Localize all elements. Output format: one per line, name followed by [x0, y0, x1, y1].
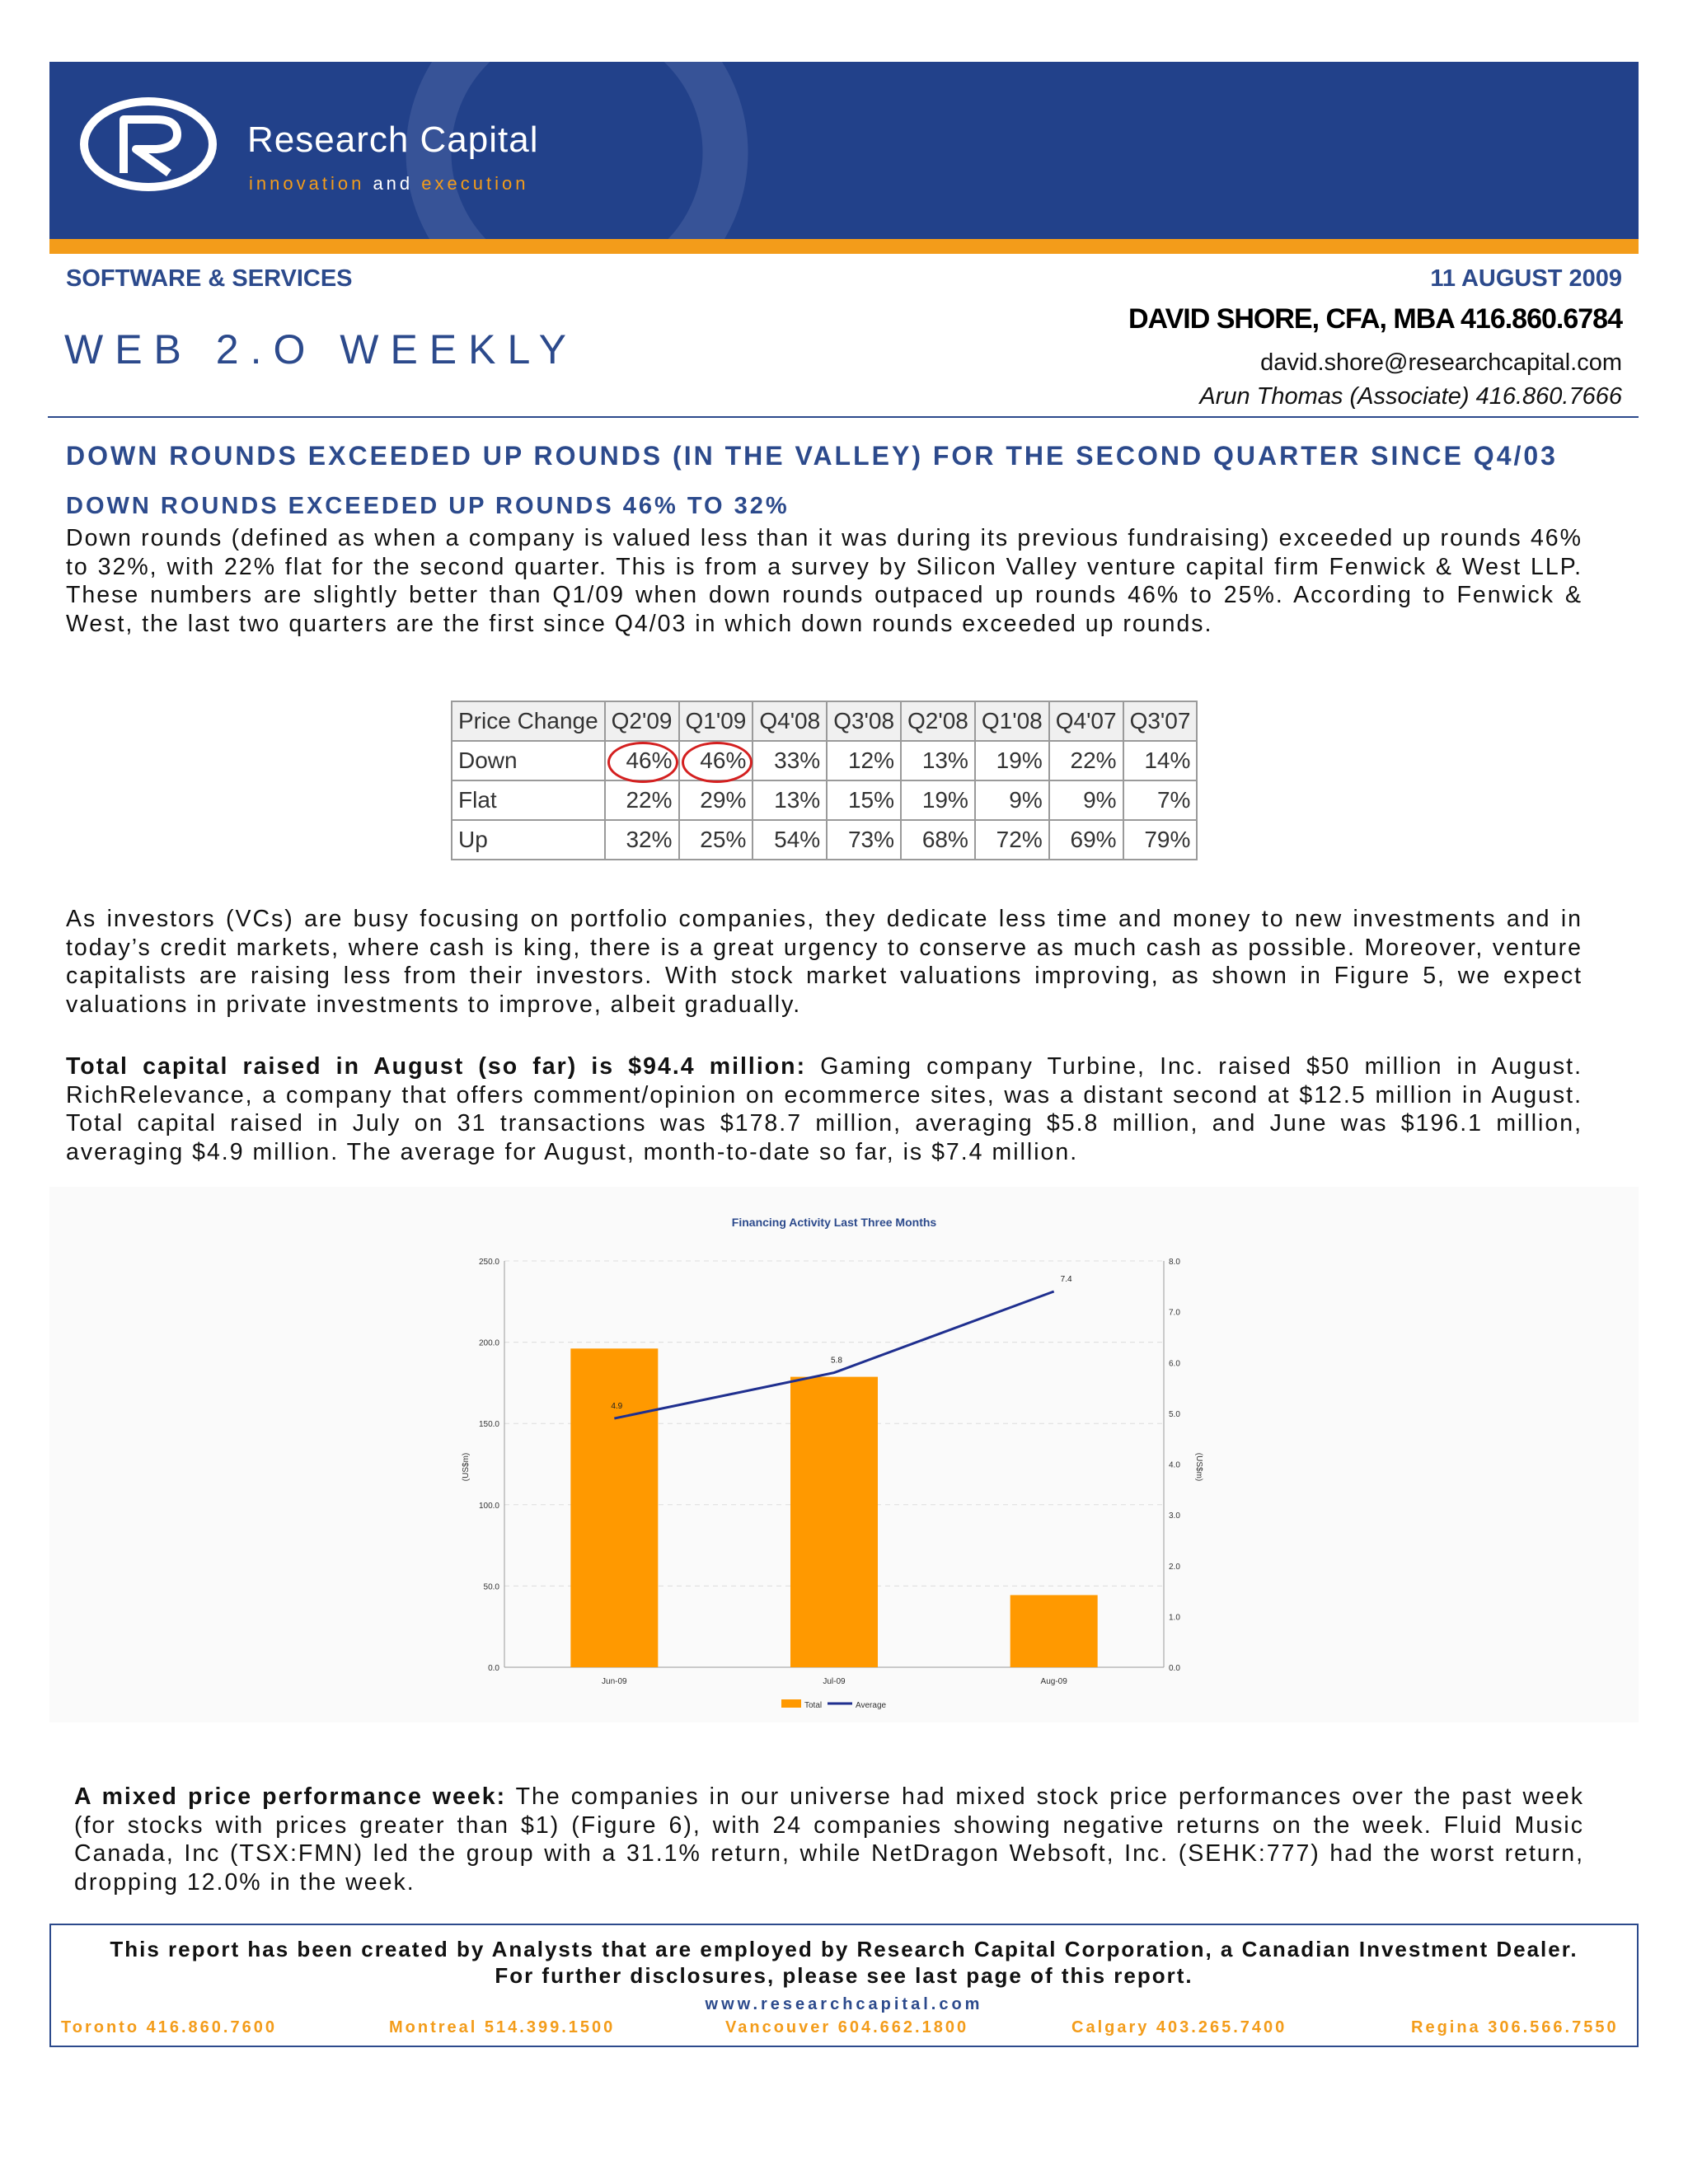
analyst-email[interactable]: david.shore@researchcapital.com: [1260, 349, 1622, 376]
bar-jun-09: [570, 1348, 658, 1667]
x-tick-label: Jul-09: [823, 1677, 846, 1686]
table-row-flat: [452, 780, 1197, 820]
paragraph-lead: A mixed price performance week:: [74, 1783, 507, 1810]
page-headline: DOWN ROUNDS EXCEEDED UP ROUNDS (IN THE VALLEY) FOR THE SECOND QUARTER SINCE Q4/03: [66, 441, 1558, 471]
office-montreal: Montreal 514.399.1500: [389, 2018, 616, 2036]
banner-stripe: [49, 239, 1639, 254]
disclosure-footer: [49, 1924, 1639, 2047]
table-header-cell: Q3'07: [1123, 701, 1198, 741]
y-tick-right: 4.0: [1169, 1460, 1180, 1470]
table-header-cell: Q2'09: [605, 701, 679, 741]
analyst-name: DAVID SHORE, CFA, MBA 416.860.6784: [1128, 303, 1622, 335]
y-tick-left: 100.0: [478, 1501, 499, 1511]
y-tick-right: 1.0: [1169, 1613, 1180, 1623]
table-header-cell: Q4'07: [1049, 701, 1123, 741]
table-cell: 25%: [679, 820, 753, 860]
table-header-cell: Q1'09: [679, 701, 753, 741]
y-tick-right: 2.0: [1169, 1562, 1180, 1572]
table-cell: 22%: [605, 780, 679, 820]
table-cell: 69%: [1049, 820, 1123, 860]
price-change-table: [451, 701, 1198, 860]
paragraph-body: Gaming company Turbine, Inc. raised $50 million in August. RichRelevance, a company that offers comment/opinion on ecommerce sites, was a distant second at $12.5 million in August. Total capital raised in July on 31 transactions was $178.7 million, averaging $5.8 million, and June was $196.1 million, averaging $4.9 million. The average for August, month-to-date so far, is $7.4 million.: [66, 1053, 1582, 1165]
section-subheadline: DOWN ROUNDS EXCEEDED UP ROUNDS 46% TO 32%: [66, 493, 790, 519]
average-data-label: 7.4: [1060, 1274, 1072, 1284]
table-cell: 29%: [679, 780, 753, 820]
disclosure-line: This report has been created by Analysts that are employed by Research Capital Corporation, a Canadian Investment Dealer.: [110, 1937, 1578, 1961]
bar-aug-09: [1010, 1595, 1098, 1667]
logo-name: Research Capital: [247, 120, 539, 160]
table-cell: 9%: [975, 780, 1049, 820]
paragraph-lead: Total capital raised in August (so far) is $94.4 million:: [66, 1053, 807, 1080]
table-cell-circled: 46%: [605, 741, 679, 780]
table-header-cell: Q2'08: [901, 701, 975, 741]
table-cell: 15%: [827, 780, 901, 820]
office-toronto: Toronto 416.860.7600: [61, 2018, 277, 2036]
table-cell: 13%: [753, 780, 827, 820]
bar-jul-09: [790, 1377, 878, 1667]
associate-name: Arun Thomas (Associate) 416.860.7666: [1199, 383, 1622, 410]
paragraph-investors: As investors (VCs) are busy focusing on portfolio companies, they dedicate less time and money to new investments and in today’s credit markets, where cash is king, there is a great urgency to conserve as much cash as possible. Moreover, venture capitalists are raising less from their investors. With stock market valuations improving, as shown in Figure 5, we expect valuations in private investments to improve, albeit gradually.: [66, 906, 1582, 1018]
y-tick-right: 7.0: [1169, 1308, 1180, 1318]
average-data-label: 4.9: [611, 1402, 623, 1412]
table-cell: 32%: [605, 820, 679, 860]
table-cell: 19%: [975, 741, 1049, 780]
y-axis-label-right: (US$m): [1194, 1452, 1203, 1482]
research-capital-logo-icon: [78, 95, 218, 194]
legend-label: Total: [804, 1701, 823, 1710]
table-cell: 9%: [1049, 780, 1123, 820]
paragraph-down-rounds: Down rounds (defined as when a company is valued less than it was during its previous fundraising) exceeded up rounds 46% to 32%, with 22% flat for the second quarter. This is from a survey by Silicon Valley venture capital firm Fenwick & West LLP. These numbers are slightly better than Q1/09 when down rounds outpaced up rounds 46% to 25%. According to Fenwick & West, the last two quarters are the first since Q4/03 in which down rounds exceeded up rounds.: [66, 525, 1582, 637]
table-cell-circled: 46%: [679, 741, 753, 780]
table-cell: 33%: [753, 741, 827, 780]
legend-label: Average: [856, 1701, 887, 1710]
row-label: Down: [452, 741, 605, 780]
logo-tagline: innovation and execution: [249, 173, 529, 194]
table-cell: 73%: [827, 820, 901, 860]
table-cell: 12%: [827, 741, 901, 780]
row-label: Flat: [452, 780, 605, 820]
table-header-row: [452, 701, 1197, 741]
y-tick-left: 50.0: [483, 1582, 499, 1592]
sector-label: SOFTWARE & SERVICES: [66, 265, 353, 292]
table-cell: 7%: [1123, 780, 1198, 820]
table-header-cell: Q3'08: [827, 701, 901, 741]
y-tick-right: 3.0: [1169, 1511, 1180, 1521]
paragraph-price-performance: [74, 1783, 1584, 1896]
table-header-cell: Q4'08: [753, 701, 827, 741]
table-header-cell: Price Change: [452, 701, 605, 741]
y-tick-left: 150.0: [478, 1420, 499, 1430]
y-tick-right: 8.0: [1169, 1258, 1180, 1267]
table-row-down: [452, 741, 1197, 780]
chart-title: Financing Activity Last Three Months: [731, 1216, 937, 1229]
average-data-label: 5.8: [831, 1356, 842, 1366]
row-label: Up: [452, 820, 605, 860]
table-row-up: [452, 820, 1197, 860]
y-tick-left: 250.0: [478, 1258, 499, 1267]
publication-title: WEB 2.O WEEKLY: [64, 326, 578, 373]
website-link[interactable]: www.researchcapital.com: [705, 1995, 983, 2013]
y-tick-left: 0.0: [488, 1664, 499, 1673]
table-cell: 79%: [1123, 820, 1198, 860]
y-tick-right: 6.0: [1169, 1359, 1180, 1369]
paragraph-capital-raised: [66, 1052, 1582, 1166]
office-regina: Regina 306.566.7550: [1411, 2018, 1619, 2036]
disclosure-line: For further disclosures, please see last page of this report.: [495, 1963, 1193, 1988]
legend-swatch-total: [781, 1699, 801, 1708]
table-cell: 54%: [753, 820, 827, 860]
table-cell: 68%: [901, 820, 975, 860]
y-tick-left: 200.0: [478, 1338, 499, 1348]
y-tick-right: 5.0: [1169, 1409, 1180, 1419]
office-vancouver: Vancouver 604.662.1800: [725, 2018, 969, 2036]
office-calgary: Calgary 403.265.7400: [1071, 2018, 1287, 2036]
x-tick-label: Aug-09: [1040, 1677, 1067, 1686]
table-cell: 22%: [1049, 741, 1123, 780]
x-tick-label: Jun-09: [602, 1677, 627, 1686]
table-cell: 72%: [975, 820, 1049, 860]
report-date: 11 AUGUST 2009: [1430, 265, 1622, 292]
header-divider: [48, 416, 1639, 418]
financing-activity-chart: [49, 1187, 1639, 1722]
table-cell: 14%: [1123, 741, 1198, 780]
table-cell: 19%: [901, 780, 975, 820]
y-axis-label-left: (US$m): [462, 1452, 471, 1482]
y-tick-right: 0.0: [1169, 1664, 1180, 1673]
table-header-cell: Q1'08: [975, 701, 1049, 741]
table-cell: 13%: [901, 741, 975, 780]
paragraph-body: The companies in our universe had mixed stock price performances over the past week (for stocks with prices greater than $1) (Figure 6), with 24 companies showing negative returns on the week. Fluid Music Canada, Inc (TSX:FMN) led the group with a 31.1% return, while NetDragon Websoft, Inc. (SEHK:777) had the worst return, dropping 12.0% in the week.: [74, 1783, 1584, 1896]
